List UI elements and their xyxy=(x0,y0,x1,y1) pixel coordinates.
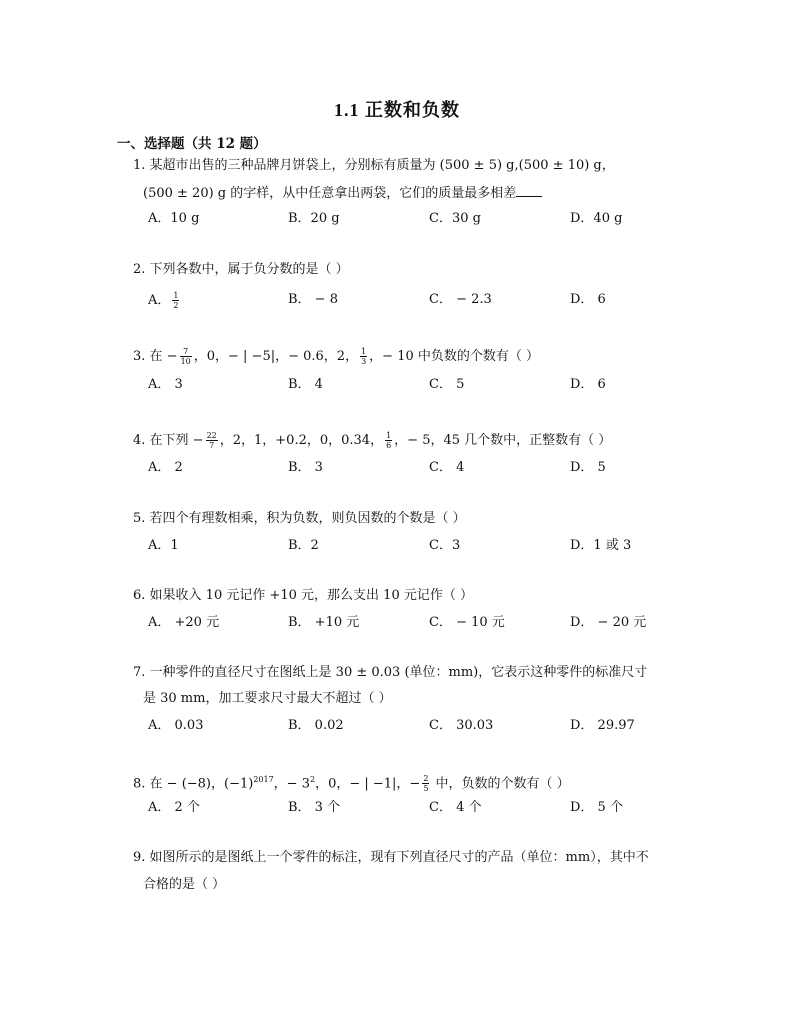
q2-option-d: D． 6 xyxy=(570,292,606,307)
question-7-line-2: 是 30 mm，加工要求尺寸最大不超过（ ） xyxy=(143,691,392,706)
question-7-line-1: 7. 一种零件的直径尺寸在图纸上是 30 ± 0.03 (单位：mm)，它表示这种零件的标准尺寸 xyxy=(133,665,648,680)
q2-option-b: B． − 8 xyxy=(288,292,338,307)
question-9-line-1: 9. 如图所示的是图纸上一个零件的标注，现有下列直径尺寸的产品（单位：mm），其中不 xyxy=(133,850,649,865)
question-8-text: 8. 在 − (−8)，$(-1)^{2017}$，− $3^2$，0，− | −1|，− $\frac{2}{5}$ 中，负数的个数有（ ） xyxy=(133,774,570,794)
q5-option-c: C．3 xyxy=(429,538,461,553)
q4-option-d: D． 5 xyxy=(570,460,606,475)
q4-option-a: A． 2 xyxy=(148,460,183,475)
q1-option-d: D．40 g xyxy=(570,211,623,226)
q6-option-c: C． − 10 元 xyxy=(429,615,505,630)
fraction: $\frac{1}{2}$ xyxy=(173,291,179,310)
q3-option-a: A． 3 xyxy=(148,377,183,392)
q6-option-d: D． − 20 元 xyxy=(570,615,647,630)
question-1-line-2: (500 ± 20) g 的字样，从中任意拿出两袋，它们的质量最多相差 xyxy=(143,184,542,203)
q3-option-b: B． 4 xyxy=(288,377,323,392)
q6-option-a: A． +20 元 xyxy=(148,615,220,630)
q3-option-c: C． 5 xyxy=(429,377,465,392)
q8-option-b: B． 3 个 xyxy=(288,800,341,815)
fraction: $\frac{22}{7}$ xyxy=(206,431,217,450)
q5-option-b: B．2 xyxy=(288,538,319,553)
q8-option-d: D． 5 个 xyxy=(570,800,623,815)
answer-blank xyxy=(516,184,542,197)
q8-option-c: C． 4 个 xyxy=(429,800,482,815)
q1-option-c: C．30 g xyxy=(429,211,481,226)
page-title: 1.1 正数和负数 xyxy=(334,100,460,120)
question-6-text: 6. 如果收入 10 元记作 +10 元，那么支出 10 元记作（ ） xyxy=(133,588,473,603)
q3-option-d: D． 6 xyxy=(570,377,606,392)
question-9-line-2: 合格的是（ ） xyxy=(143,877,226,892)
q2-option-c: C． − 2.3 xyxy=(429,292,492,307)
fraction: $\frac{1}{6}$ xyxy=(386,431,392,450)
q5-option-a: A．1 xyxy=(148,538,179,553)
q1-option-b: B．20 g xyxy=(288,211,340,226)
fraction: $\frac{7}{10}$ xyxy=(180,347,191,366)
q2-option-a: A． $\frac{1}{2}$ xyxy=(148,291,179,310)
q8-option-a: A． 2 个 xyxy=(148,800,200,815)
fraction: $\frac{2}{5}$ xyxy=(423,774,429,794)
question-2-text: 2. 下列各数中，属于负分数的是（ ） xyxy=(133,262,349,277)
question-5-text: 5. 若四个有理数相乘，积为负数，则负因数的个数是（ ） xyxy=(133,511,466,526)
q4-option-b: B． 3 xyxy=(288,460,323,475)
fraction: $\frac{1}{3}$ xyxy=(361,347,367,366)
section-heading: 一、选择题（共 12 题） xyxy=(117,136,267,152)
q7-option-a: A． 0.03 xyxy=(148,718,204,733)
question-3-text: 3. 在 − $\frac{7}{10}$ ，0，− | −5|，− 0.6，2， $\frac{1}{3}$ ，− 10 中负数的个数有（ ） xyxy=(133,347,540,366)
q4-option-c: C． 4 xyxy=(429,460,465,475)
question-1-line-1: 1. 某超市出售的三种品牌月饼袋上，分别标有质量为 (500 ± 5) g,(500 ± 10) g， xyxy=(133,158,615,173)
q7-option-c: C． 30.03 xyxy=(429,718,494,733)
q1-option-a: A．10 g xyxy=(148,211,200,226)
question-4-text: 4. 在下列 − $\frac{22}{7}$ ，2，1，+0.2，0，0.34， $\frac{1}{6}$ ，− 5，45 几个数中，正整数有（ ） xyxy=(133,431,612,450)
q7-option-d: D． 29.97 xyxy=(570,718,635,733)
q7-option-b: B． 0.02 xyxy=(288,718,344,733)
q6-option-b: B． +10 元 xyxy=(288,615,360,630)
q5-option-d: D．1 或 3 xyxy=(570,538,632,553)
